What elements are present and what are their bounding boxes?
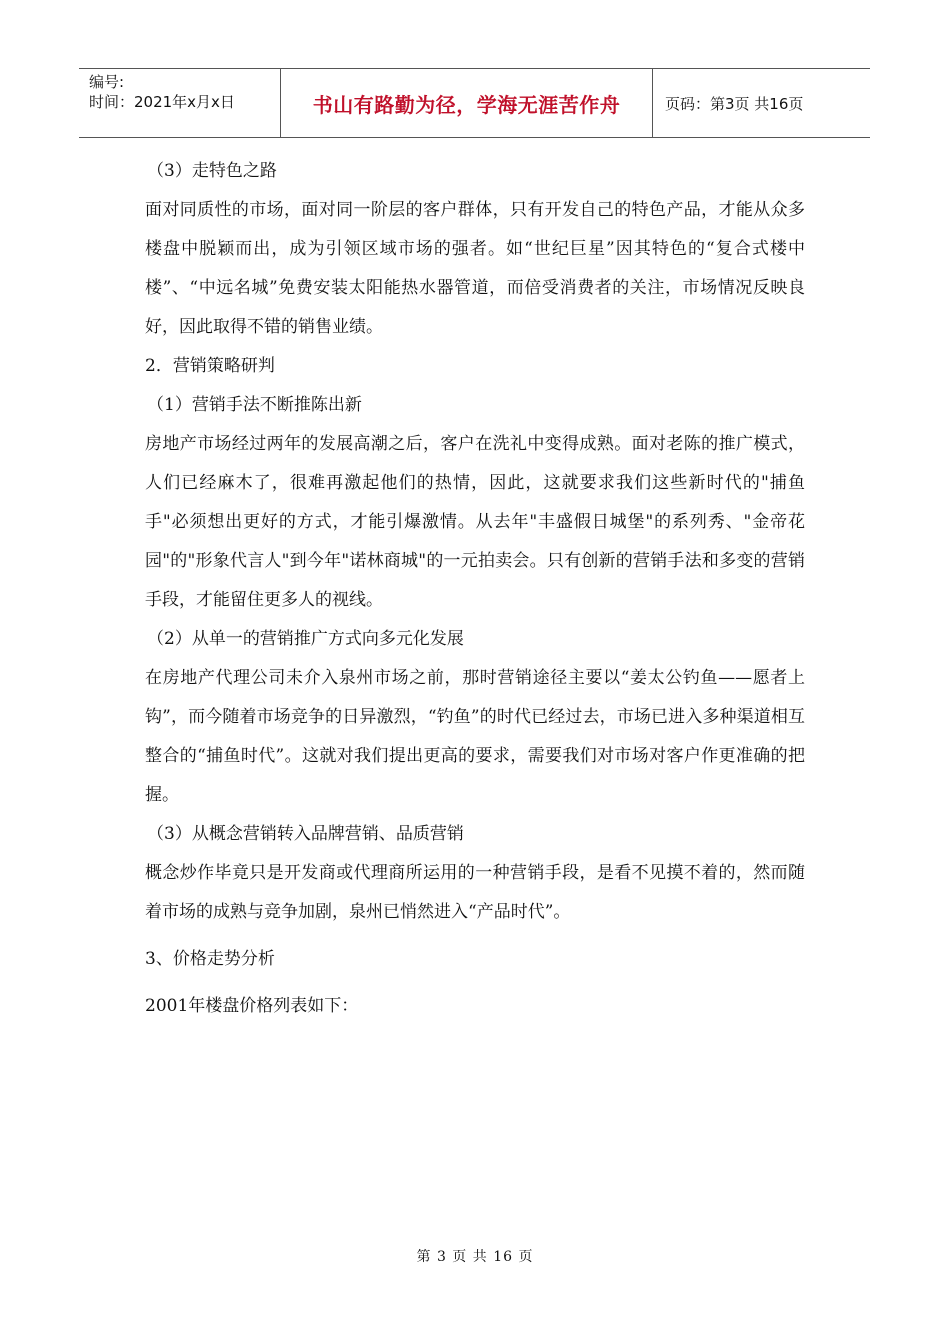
subheading-brand-marketing: （3）从概念营销转入品牌营销、品质营销 bbox=[147, 824, 464, 844]
section-heading-price-trend: 3、价格走势分析 bbox=[145, 949, 275, 969]
paragraph-price-list-intro: 2001年楼盘价格列表如下： bbox=[145, 996, 359, 1016]
paragraph-brand-marketing: 概念炒作毕竟只是开发商或代理商所运用的一种营销手段，是看不见摸不着的，然而随着市场的成熟与竞争加剧，泉州已悄然进入“产品时代”。 bbox=[145, 863, 805, 922]
header-meta bbox=[79, 69, 281, 137]
paragraph-special-products: 面对同质性的市场，面对同一阶层的客户群体，只有开发自己的特色产品，才能从众多楼盘中脱颖而出，成为引领区域市场的强者。如“世纪巨星”因其特色的“复合式楼中楼”、“中远名城”免费安装太阳能热水器管道，而倍受消费者的关注，市场情况反映良好，因此取得不错的销售业绩。 bbox=[145, 200, 805, 337]
subheading-marketing-innovation: （1）营销手法不断推陈出新 bbox=[147, 395, 362, 415]
page-header bbox=[79, 68, 870, 138]
subheading-special-path: （3）走特色之路 bbox=[147, 161, 277, 181]
section-heading-marketing-strategy: 2．营销策略研判 bbox=[145, 356, 275, 376]
spacer bbox=[145, 932, 805, 940]
page-footer-number: 第 3 页 共 16 页 bbox=[416, 1249, 534, 1265]
paragraph-diversified-promotion: 在房地产代理公司未介入泉州市场之前，那时营销途径主要以“姜太公钓鱼——愿者上钩”，而今随着市场竞争的日异激烈，“钓鱼”的时代已经过去，市场已进入多种渠道相互整合的“捕鱼时代”。这就对我们提出更高的要求，需要我们对市场对客户作更准确的把握。 bbox=[145, 668, 805, 805]
subheading-diversified-promotion: （2）从单一的营销推广方式向多元化发展 bbox=[147, 629, 464, 649]
header-motto: 书山有路勤为径，学海无涯苦作舟 bbox=[281, 69, 653, 137]
document-body bbox=[145, 152, 805, 1026]
header-page-code: 页码：第3页 共16页 bbox=[665, 94, 804, 113]
paragraph-marketing-innovation: 房地产市场经过两年的发展高潮之后，客户在洗礼中变得成熟。面对老陈的推广模式，人们已经麻木了，很难再激起他们的热情，因此，这就要求我们这些新时代的"捕鱼手"必须想出更好的方式，才能引爆激情。从去年"丰盛假日城堡"的系列秀、"金帝花园"的"形象代言人"到今年"诺林商城"的一元拍卖会。只有创新的营销手法和多变的营销手段，才能留住更多人的视线。 bbox=[145, 434, 805, 610]
document-number-label: 编号: bbox=[89, 73, 125, 91]
spacer bbox=[145, 979, 805, 987]
document-date-label: 时间：2021年x月x日 bbox=[89, 93, 235, 111]
